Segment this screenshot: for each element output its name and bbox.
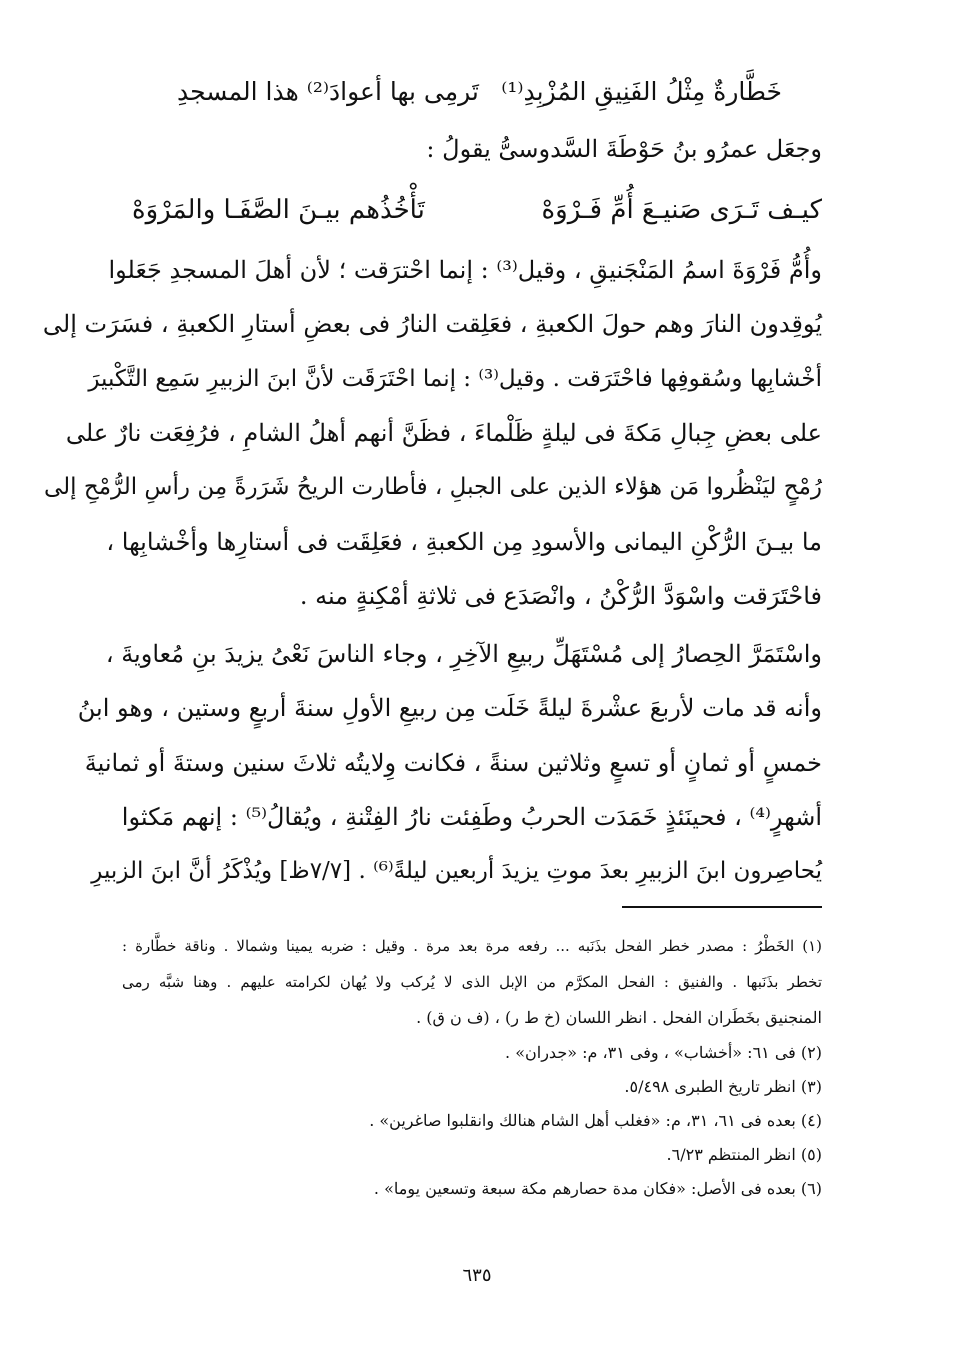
paragraph-1-line: فاحْتَرَقت واسْوَدَّ الرُّكْنُ ، وانْصَدَع فى ثلاثةِ أمْكِنةٍ منه . [299,582,822,610]
footnote-separator [622,906,822,908]
verse-2-second-hemistich: تَأْخُذُهم بيـنَ الصَّفَـا والمَرْوَهْ [132,195,425,225]
footnote-line: تخطر بذَنَبها . والفنيق : الفحل المكرَّم من الإبل الذى لا يُركب ولا يُهان لكرامته عليهم . وهنا شبَّه رمى [122,973,822,991]
paragraph-2-line: واسْتَمَرَّ الحِصارُ إلى مُسْتَهَلِّ ربيعِ الآخِرِ ، وجاء الناسَ نَعْىُ يزيدَ بنِ مُعاويةَ ، [105,640,822,668]
footnote-line: (١) الخَطْرُ : مصدر خطر الفحل بذَنَبه ... رفعه مرة بعد مرة . وقيل : ضربه يمينا وشمالا . وناقة خطَّارة : [122,937,822,955]
poem-verse-2 [132,190,822,230]
page-number: ٦٣٥ [462,1265,492,1286]
paragraph-1-line: ما بيـنَ الرُّكْنِ اليمانى والأسودِ مِن الكعبةِ ، فعَلِقَت فى أستارِها وأخْشابِها ، [106,528,822,556]
paragraph-2-line: خمسٍ أو ثمانٍ أو تسعٍ وثلاثين سنةً ، فكانت وِلايتُه ثلاثَ سنين وستةَ أو ثمانيةَ [84,749,822,777]
paragraph-1-line: وأُمُّ فَرْوَةَ اسمُ المَنْجَنيقِ ، وقيل⁽³⁾ : إنما احْترَقت ؛ لأن أهلَ المسجدِ جَعَلوا [108,256,822,284]
footnote-line: (٤) بعده فى ٦١، ٣١، م: «فغلب أهل الشام هنالك وانقلبوا صاغرين» . [369,1111,822,1130]
poem-verse-1 [177,72,782,112]
footnote-line: (٢) فى ٦١: «أخشاب» ، وفى ٣١، م: «جدران» . [505,1043,822,1062]
paragraph-1-line: يُوقِدون النارَ وهم حولَ الكعبةِ ، فعَلِقت النارُ فى بعضِ أستارِ الكعبةِ ، فسَرَت إلى [42,310,822,338]
paragraph-1-line: رُمْحٍ ليَنْظُروا مَن هؤلاء الذين على الجبلِ ، فأطارت الريحُ شَرَرةً مِن رأسِ الرُّمْحِ إلى [43,474,822,500]
paragraph-2-line: وأنه قد مات لأربعَ عشْرةَ ليلةً خَلَت مِن ربيعِ الأولِ سنةَ أربعٍ وستين ، وهو ابنُ [77,694,822,722]
intro-line: وجعَل عمرُو بنُ حَوْطَةَ السَّدوسىُّ يقولُ : [426,135,822,163]
verse-1-first-hemistich: خَطَّارةٌ مِثْلُ الفَنِيقِ المُزْبِدِ⁽¹⁾ [501,77,782,106]
paragraph-2-line: يُحاصِرون ابنَ الزبيرِ بعدَ موتِ يزيدَ أربعين ليلةً⁽⁶⁾ . [٧/٧ظ] ويُذْكَرُ أنَّ ابنَ الزبيرِ [91,858,822,884]
verse-1-second-hemistich: تَرمِى بها أعوادَ⁽²⁾ هذا المسجدِ [177,77,479,106]
verse-2-first-hemistich: كيـف تَـرَى صَنيـعَ أُمِّ فَـرْوَهْ [541,195,822,225]
paragraph-2-line: أشهرٍ⁽⁴⁾ ، فحينَئذٍ خَمَدَت الحربُ وطَفِئت نارُ الفِتْنةِ ، ويُقالُ⁽⁵⁾ : إنهم مَكثوا [121,803,822,831]
footnote-line: (٣) انظر تاريخ الطبرى ٥/٤٩٨. [624,1077,822,1096]
footnote-line: (٥) انظر المنتظم ٦/٢٣. [666,1145,822,1164]
paragraph-1-line: على بعضِ جِبالِ مَكةَ فى ليلةٍ ظَلْماءَ ، فظَنَّ أنهم أهلُ الشامِ ، فرُفِعَت نارٌ على [65,419,822,447]
paragraph-1-line: أخْشابِها وسُقوفِها فاحْتَرَقت . وقيل⁽³⁾ : إنما احْتَرَقَت لأنَّ ابنَ الزبيرِ سَمِع التَّكْبيرَ [88,366,822,392]
footnote-line: المنجنيق بخَطَران الفحل . انظر اللسان (خ ط ر) ، (ف ن ق) . [416,1008,822,1027]
footnote-line: (٦) بعده فى الأصل: «فكان مدة حصارهم مكة سبعة وتسعين يوما» . [373,1179,822,1198]
